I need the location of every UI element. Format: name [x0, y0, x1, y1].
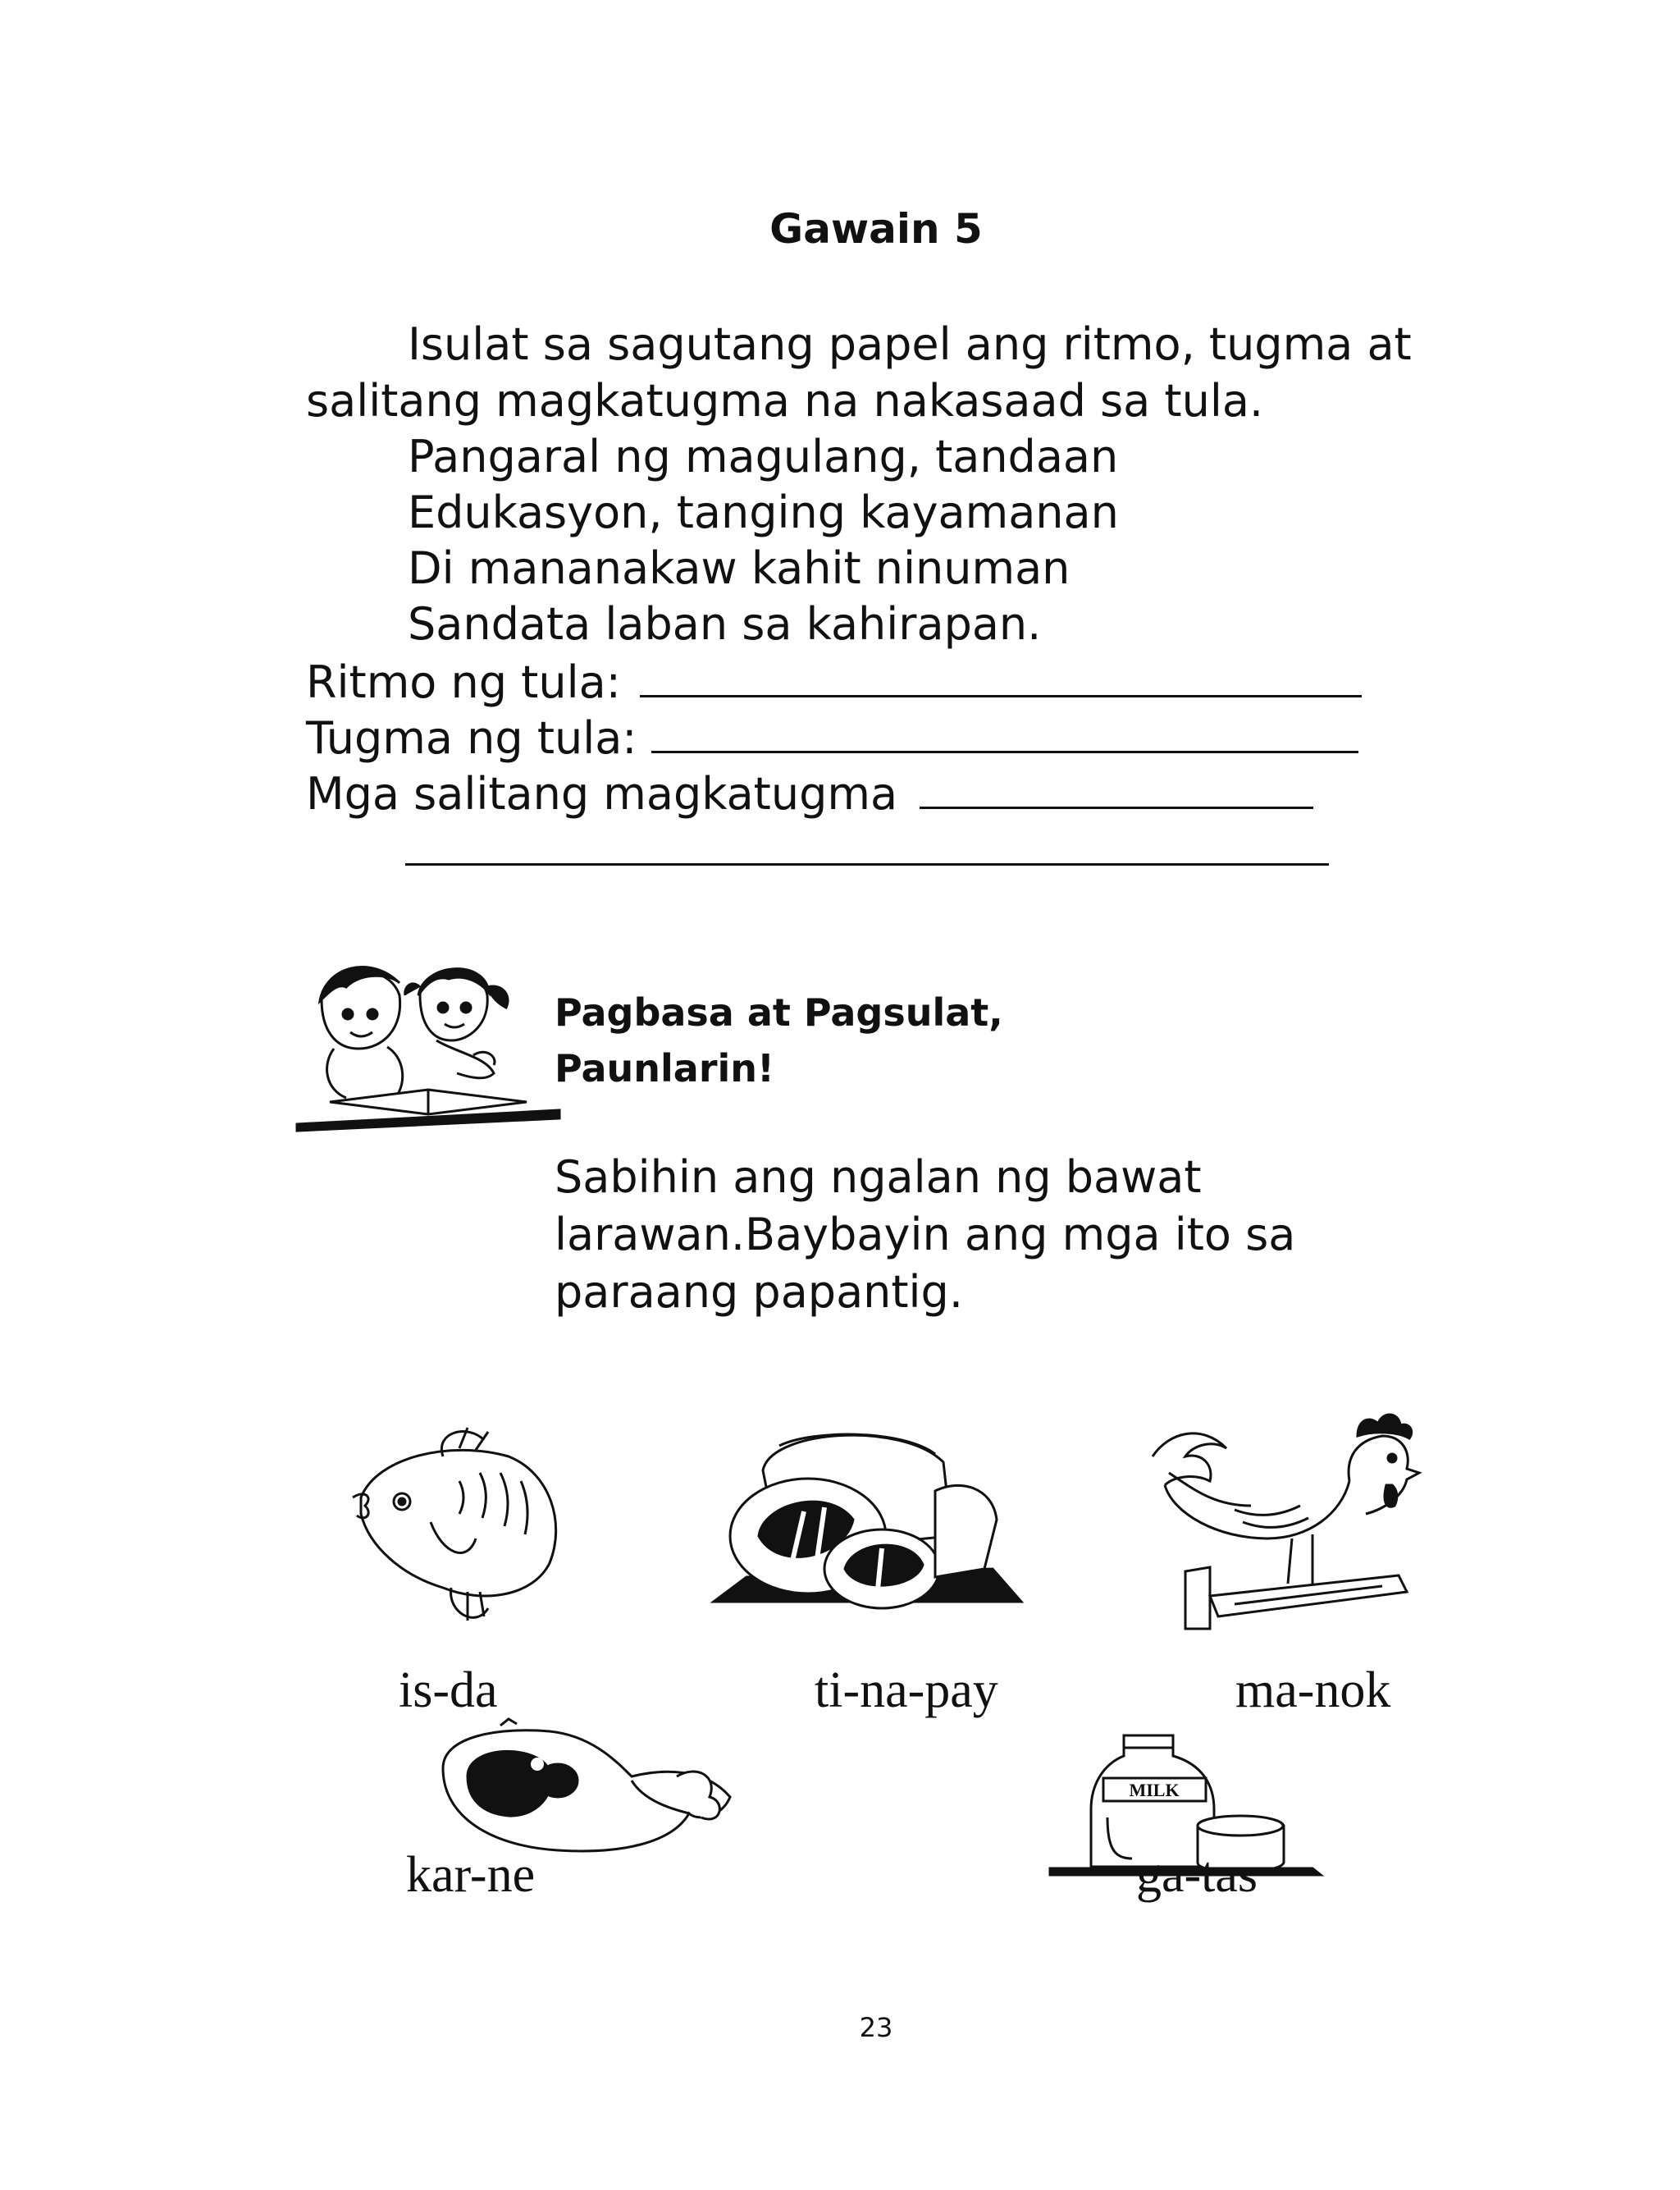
poem-line-1: Pangaral ng magulang, tandaan: [408, 431, 1119, 482]
rooster-illustration: [1136, 1407, 1431, 1633]
page-number: 23: [859, 2012, 893, 2043]
salita-row: [306, 764, 1313, 822]
poem-line-3: Di mananakaw kahit ninuman: [408, 542, 1071, 594]
label-isda: is-da: [399, 1662, 498, 1718]
salita-answer-blank-2[interactable]: [405, 863, 1329, 866]
poem-line-4: Sandata laban sa kahirapan.: [408, 598, 1042, 650]
section-instructions: [555, 1149, 1295, 1321]
label-gatas: ga-tas: [1136, 1847, 1258, 1903]
section-instructions-line-3: paraang papantig.: [555, 1266, 963, 1318]
section-instructions-line-2: larawan.Baybayin ang mga ito sa: [555, 1209, 1296, 1260]
tugma-answer-blank[interactable]: [651, 708, 1358, 753]
tugma-label: Tugma ng tula:: [306, 712, 637, 764]
poem-line-2: Edukasyon, tanging kayamanan: [408, 487, 1119, 538]
section-heading: [555, 985, 1003, 1096]
children-reading-illustration: [297, 950, 559, 1131]
tugma-row: [306, 708, 1358, 766]
salita-label: Mga salitang magkatugma: [306, 768, 898, 820]
instruction-line-1: Isulat sa sagutang papel ang ritmo, tugma at: [408, 318, 1412, 370]
ritmo-row: [306, 652, 1362, 711]
page-title: Gawain 5: [769, 205, 983, 253]
milk-label-text: MILK: [1129, 1780, 1180, 1800]
ritmo-answer-blank[interactable]: [640, 652, 1362, 697]
salita-answer-blank[interactable]: [920, 764, 1313, 809]
meat-illustration: [427, 1719, 738, 1867]
fish-illustration: [345, 1424, 582, 1629]
ritmo-label: Ritmo ng tula:: [306, 656, 621, 708]
section-instructions-line-1: Sabihin ang ngalan ng bawat: [555, 1151, 1202, 1203]
label-tinapay: ti-na-pay: [815, 1662, 998, 1718]
instruction-line-2: salitang magkatugma na nakasaad sa tula.: [306, 375, 1264, 427]
label-manok: ma-nok: [1235, 1662, 1391, 1718]
label-karne: kar-ne: [406, 1847, 536, 1903]
bread-illustration: [714, 1413, 1025, 1618]
section-heading-line-2: Paunlarin!: [555, 1046, 775, 1090]
section-heading-line-1: Pagbasa at Pagsulat,: [555, 990, 1003, 1035]
